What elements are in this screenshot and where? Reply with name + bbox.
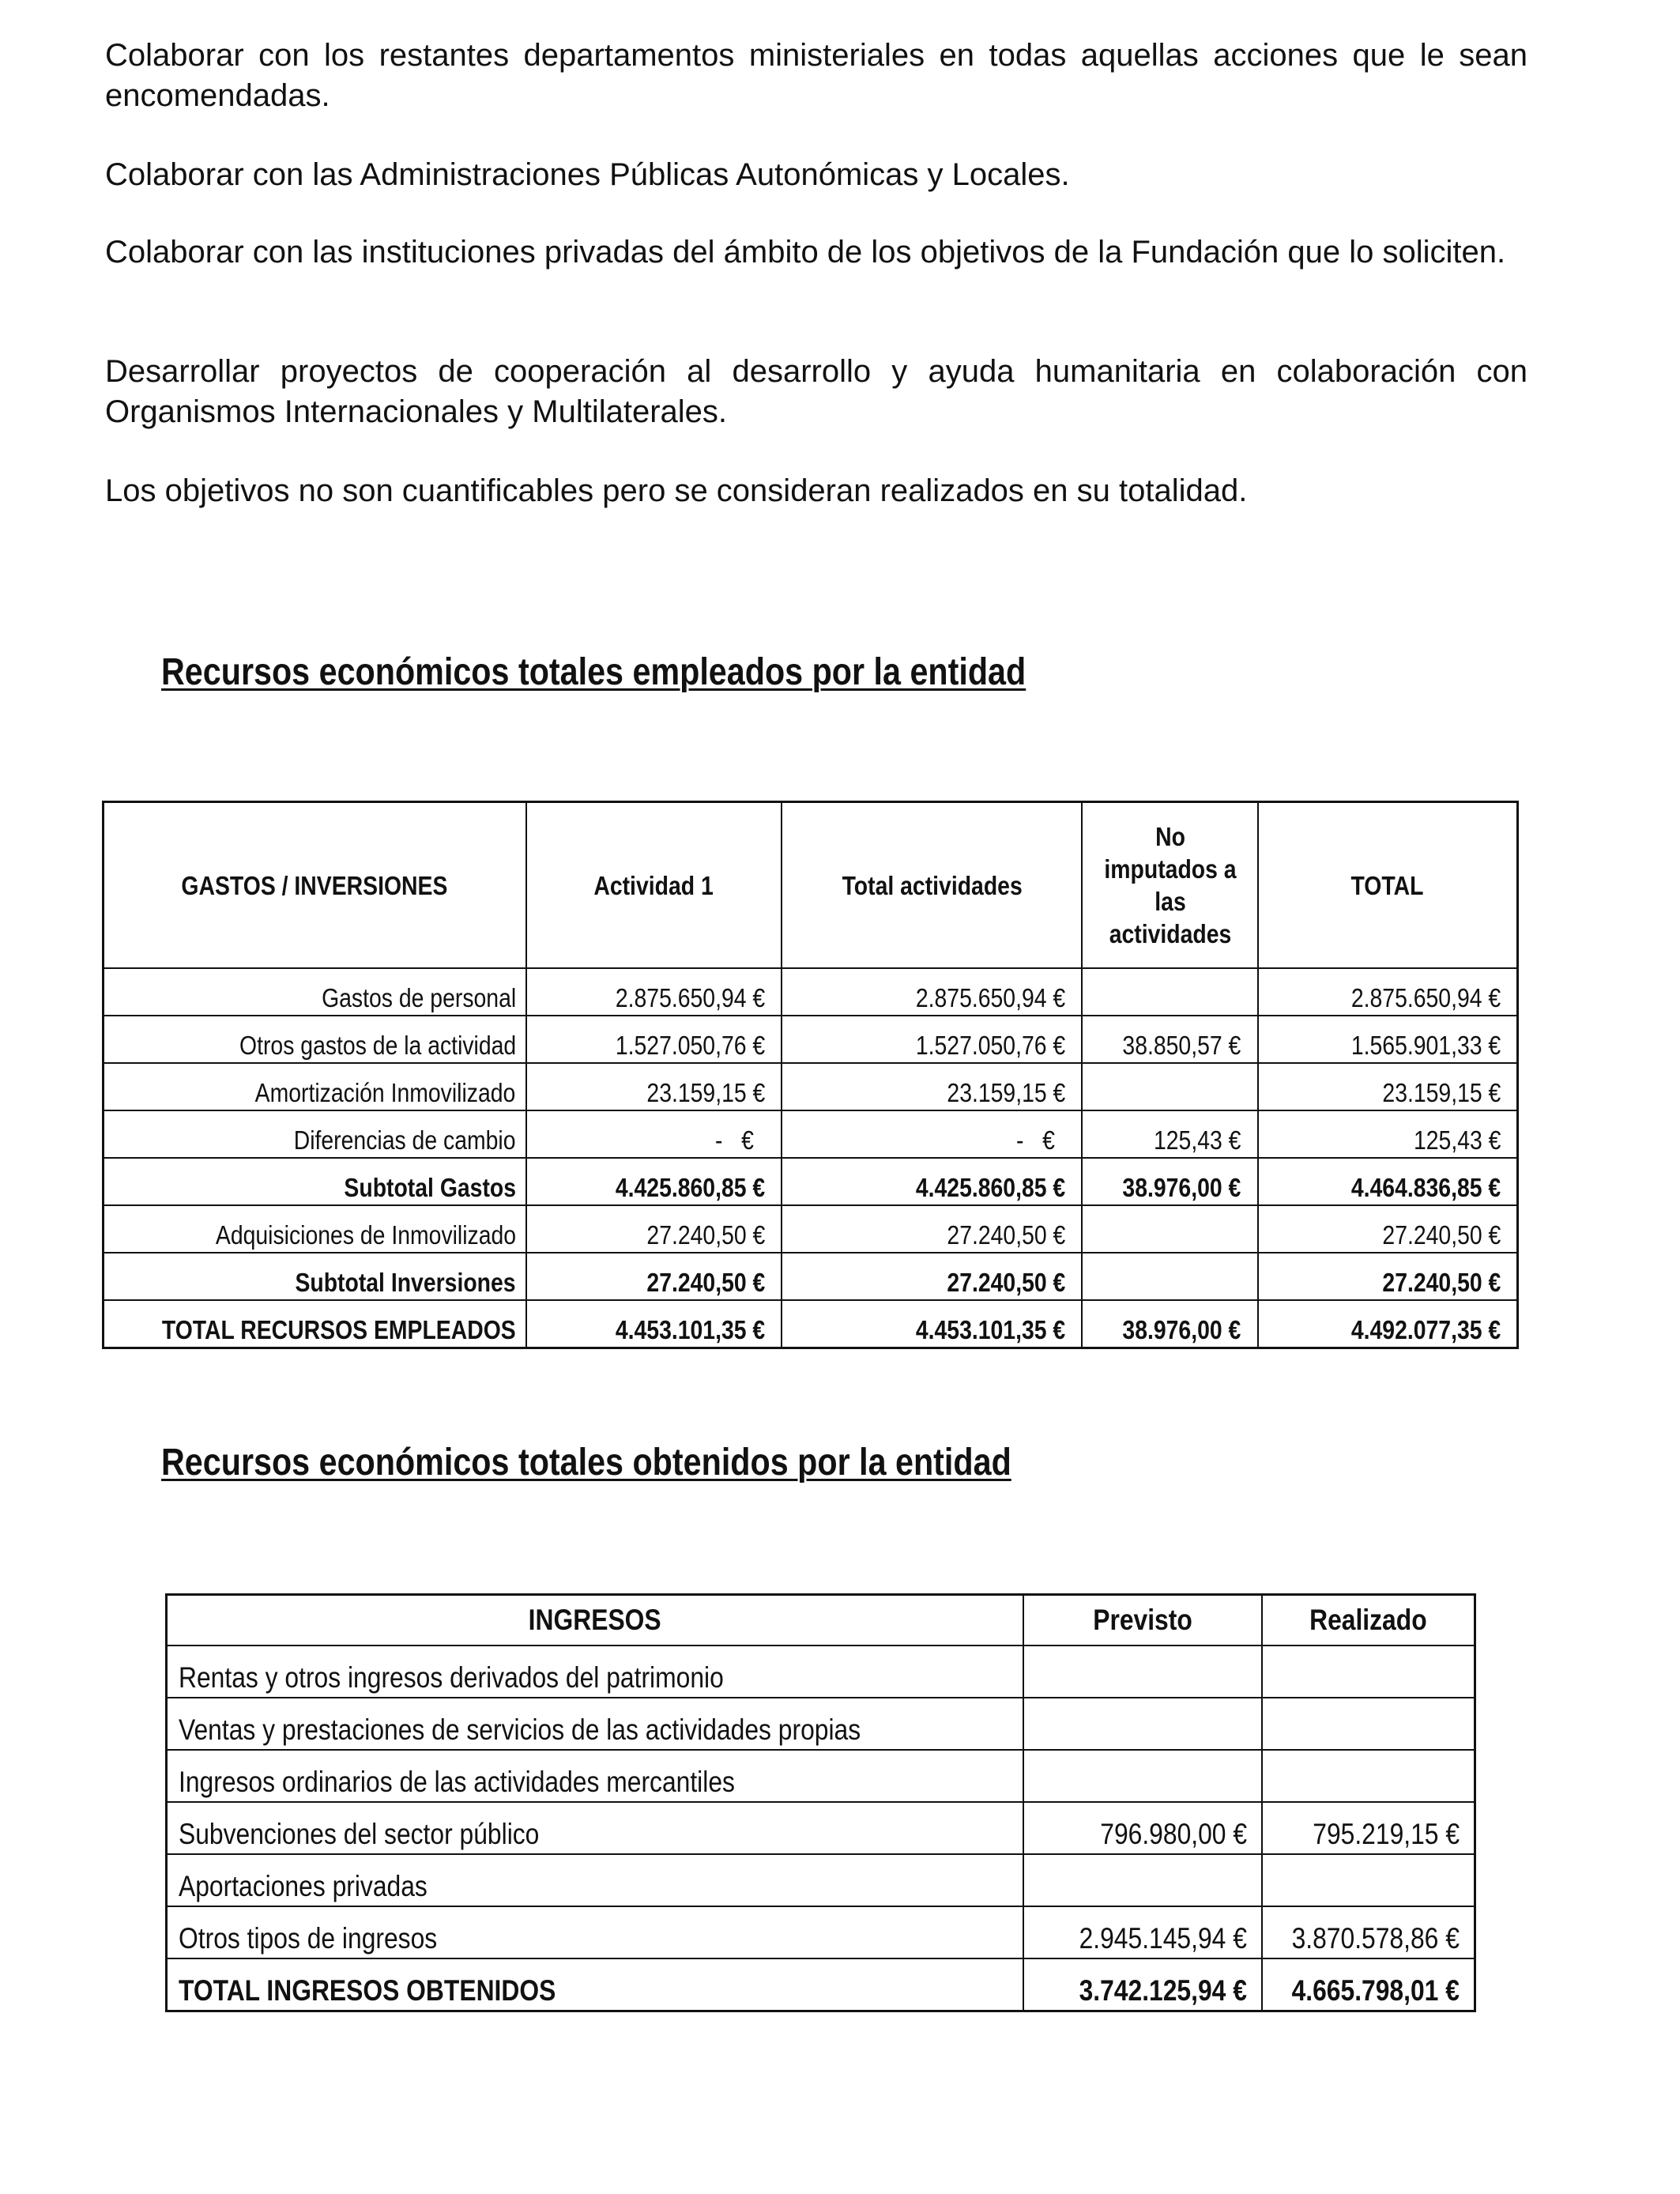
header-ingresos: INGRESOS [167, 1595, 1023, 1646]
cell-actividad-1: 4.453.101,35 € [615, 1315, 766, 1344]
objective-paragraph-3: Colaborar con las instituciones privadas del ámbito de los objetivos de la Fundación que lo soliciten. [105, 235, 1506, 270]
row-label: Rentas y otros ingresos derivados del patrimonio [179, 1661, 724, 1694]
header-actividad-1: Actividad 1 [526, 802, 782, 969]
table-row [167, 1750, 1475, 1802]
gastos-header-row [104, 802, 1518, 969]
table-row-total [167, 1958, 1475, 2011]
cell-actividad-1: 1.527.050,76 € [615, 1031, 766, 1060]
row-label: Aportaciones privadas [179, 1870, 428, 1902]
ingresos-section-title: Recursos económicos totales obtenidos por la entidad [161, 1442, 1011, 1483]
row-label: Subtotal Inversiones [295, 1268, 516, 1297]
cell-total-actividades: 4.425.860,85 € [916, 1173, 1066, 1202]
cell-total-actividades: 27.240,50 € [947, 1268, 1066, 1297]
cell-total: 4.492.077,35 € [1350, 1315, 1501, 1344]
row-label: Subvenciones del sector público [179, 1818, 540, 1850]
gastos-table [102, 801, 1519, 1349]
cell-total-actividades: - € [1015, 1125, 1055, 1155]
header-total: TOTAL [1258, 802, 1518, 969]
ingresos-header-row [167, 1595, 1475, 1646]
table-row [104, 1205, 1518, 1253]
row-label: Ingresos ordinarios de las actividades mercantiles [179, 1766, 735, 1798]
ingresos-table [165, 1593, 1476, 2012]
table-row [104, 1063, 1518, 1110]
cell-actividad-1: 23.159,15 € [646, 1078, 766, 1107]
objective-paragraph-1: Colaborar con los restantes departamentos ministeriales en todas aquellas acciones que le sean encomendadas. [105, 38, 1527, 113]
cell-total-actividades: 27.240,50 € [947, 1220, 1066, 1250]
cell-actividad-1: 4.425.860,85 € [615, 1173, 766, 1202]
cell-previsto: 796.980,00 € [1099, 1818, 1247, 1850]
row-label: Adquisiciones de Inmovilizado [215, 1220, 516, 1250]
cell-actividad-1: - € [715, 1125, 755, 1155]
cell-total: 27.240,50 € [1382, 1268, 1501, 1297]
header-total-actividades: Total actividades [782, 802, 1082, 969]
cell-total: 1.565.901,33 € [1350, 1031, 1501, 1060]
table-row [167, 1854, 1475, 1906]
header-realizado: Realizado [1262, 1595, 1475, 1646]
row-label: Ventas y prestaciones de servicios de las actividades propias [179, 1713, 861, 1746]
cell-no-imputados: 38.976,00 € [1122, 1173, 1241, 1202]
table-row [104, 968, 1518, 1016]
table-row [167, 1802, 1475, 1854]
objective-paragraph-2: Colaborar con las Administraciones Públicas Autonómicas y Locales. [105, 157, 1070, 192]
cell-actividad-1: 2.875.650,94 € [615, 983, 766, 1012]
row-label: Subtotal Gastos [344, 1173, 516, 1202]
cell-total: 27.240,50 € [1382, 1220, 1501, 1250]
row-label: Diferencias de cambio [293, 1125, 516, 1155]
header-no-imputados: No imputados a las actividades [1082, 802, 1257, 969]
cell-previsto: 3.742.125,94 € [1079, 1974, 1247, 2007]
cell-total-actividades: 2.875.650,94 € [916, 983, 1066, 1012]
cell-previsto: 2.945.145,94 € [1079, 1922, 1247, 1955]
cell-realizado: 4.665.798,01 € [1291, 1974, 1460, 2007]
row-label: TOTAL RECURSOS EMPLEADOS [161, 1315, 516, 1344]
header-previsto: Previsto [1023, 1595, 1262, 1646]
cell-total: 4.464.836,85 € [1350, 1173, 1501, 1202]
row-label: Otros tipos de ingresos [179, 1922, 438, 1955]
objective-paragraph-4: Desarrollar proyectos de cooperación al desarrollo y ayuda humanitaria en colaboración con Organismos Internacionales y Multilaterales. [105, 354, 1527, 429]
cell-total: 125,43 € [1413, 1125, 1501, 1155]
row-label: TOTAL INGRESOS OBTENIDOS [179, 1974, 556, 2007]
gastos-section-title: Recursos económicos totales empleados por la entidad [161, 651, 1026, 693]
cell-total-actividades: 1.527.050,76 € [916, 1031, 1066, 1060]
cell-total: 23.159,15 € [1382, 1078, 1501, 1107]
table-row [167, 1646, 1475, 1698]
cell-realizado: 795.219,15 € [1313, 1818, 1460, 1850]
cell-total-actividades: 23.159,15 € [947, 1078, 1066, 1107]
cell-actividad-1: 27.240,50 € [646, 1220, 766, 1250]
cell-realizado: 3.870.578,86 € [1291, 1922, 1460, 1955]
row-label: Otros gastos de la actividad [239, 1031, 516, 1060]
table-row [104, 1253, 1518, 1300]
cell-no-imputados: 125,43 € [1154, 1125, 1241, 1155]
cell-total: 2.875.650,94 € [1350, 983, 1501, 1012]
row-label: Gastos de personal [321, 983, 516, 1012]
table-row [167, 1906, 1475, 1958]
objectives-summary: Los objetivos no son cuantificables pero se consideran realizados en su totalidad. [105, 473, 1248, 508]
table-row [104, 1016, 1518, 1063]
table-row [167, 1698, 1475, 1750]
table-row [104, 1158, 1518, 1205]
table-row [104, 1110, 1518, 1158]
cell-total-actividades: 4.453.101,35 € [916, 1315, 1066, 1344]
row-label: Amortización Inmovilizado [255, 1078, 516, 1107]
header-gastos-inversiones: GASTOS / INVERSIONES [104, 802, 526, 969]
cell-no-imputados: 38.976,00 € [1122, 1315, 1241, 1344]
cell-actividad-1: 27.240,50 € [646, 1268, 766, 1297]
cell-no-imputados: 38.850,57 € [1122, 1031, 1241, 1060]
table-row-total [104, 1300, 1518, 1348]
